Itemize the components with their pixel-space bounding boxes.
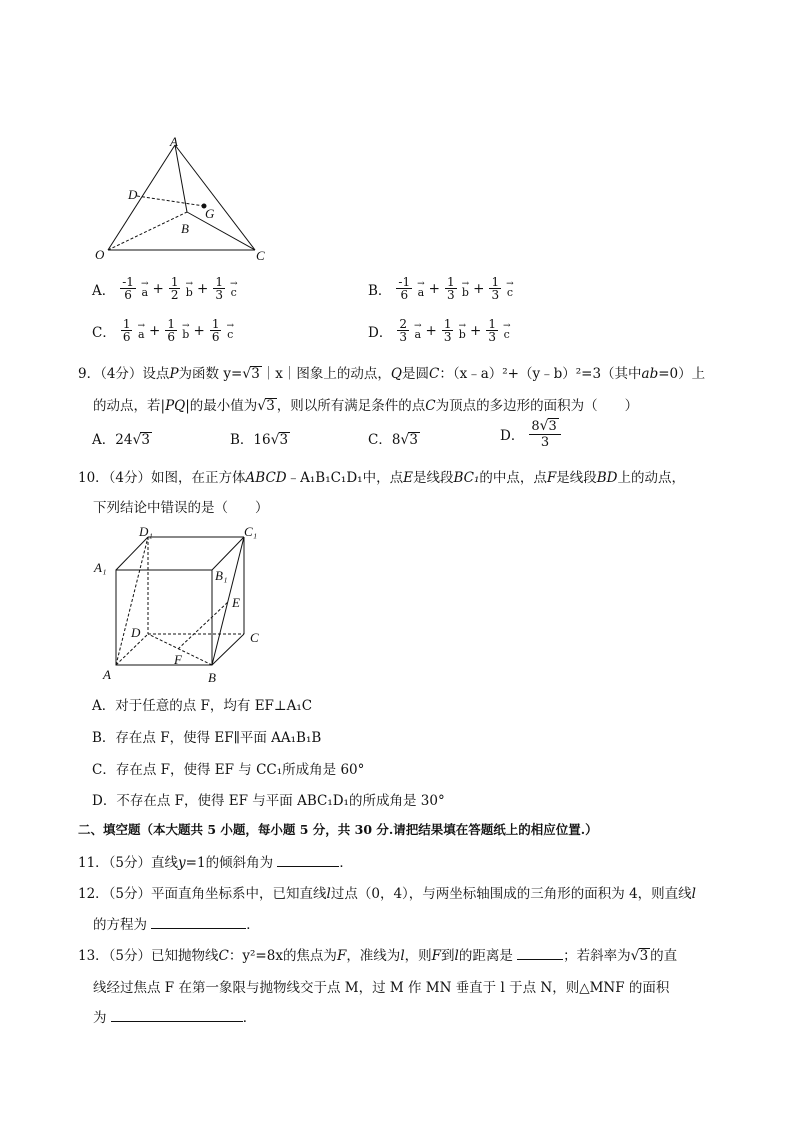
- label-C: C: [256, 248, 265, 263]
- cube-label-C: C: [250, 630, 259, 645]
- label-G: G: [205, 206, 215, 221]
- q13-line1: 13．（5分）已知抛物线C：y²=8x的焦点为F，准线为l，则F到l的距离是 ；若斜率为√3 的直: [78, 948, 678, 964]
- q10-choice-a[interactable]: A．对于任意的点 F，均有 EF⊥A₁C: [92, 698, 313, 714]
- cube-label-C1: C₁: [244, 524, 258, 539]
- q8-choice-d[interactable]: D． $\frac{2}{3}$ → a + $\frac{1}{3}$ → b + $\frac{1}{3}$ → c: [368, 317, 511, 344]
- cube-label-B: B: [208, 670, 216, 685]
- cube-label-D: D: [131, 625, 141, 640]
- cube-figure: [90, 522, 280, 692]
- q10-choice-c[interactable]: C．存在点 F，使得 EF 与 CC₁所成角是 60°: [92, 762, 365, 778]
- cube-label-E: E: [232, 595, 240, 610]
- q9-choice-c[interactable]: C．8√3: [368, 432, 418, 448]
- section-2-heading: 二、填空题（本大题共 5 小题，每小题 5 分，共 30 分.请把结果填在答题纸上的相应位置.）: [78, 822, 598, 837]
- q10-choice-b[interactable]: B．存在点 F，使得 EF∥平面 AA₁B₁B: [92, 730, 322, 746]
- label-A: A: [170, 134, 178, 149]
- q10-stem-line2: 下列结论中错误的是（ ）: [93, 500, 269, 516]
- q11-answer-blank[interactable]: [277, 866, 339, 867]
- q13-answer-blank-2[interactable]: [111, 1021, 243, 1022]
- label-D: D: [128, 187, 138, 202]
- q12-line2: 的方程为 ．: [93, 917, 260, 933]
- q9-stem-line2: 的动点，若|PQ|的最小值为√3 ，则以所有满足条件的点C为顶点的多边形的面积为（ ）: [93, 398, 639, 414]
- q12-answer-blank[interactable]: [151, 928, 246, 929]
- q9-choice-b[interactable]: B．16√3: [230, 432, 289, 448]
- q10-stem-line1: 10．（4分）如图，在正方体ABCD﹣A₁B₁C₁D₁中，点E是线段BC₁的中点，点F是线段BD上的动点，: [78, 470, 685, 486]
- q8-choice-b[interactable]: B． $\frac{-1}{6}$ → a + $\frac{1}{3}$ → b + $\frac{1}{3}$ → c: [368, 275, 514, 302]
- label-O: O: [95, 247, 105, 262]
- q9-choice-d[interactable]: D． $\frac{8√3}{3}$: [500, 418, 562, 450]
- cube-label-D1: D₁: [139, 524, 153, 539]
- q8-choice-a[interactable]: A． $\frac{-1}{6}$ → a + $\frac{1}{2}$ → b + $\frac{1}{3}$ → c: [92, 275, 238, 302]
- q10-choice-d[interactable]: D．不存在点 F，使得 EF 与平面 ABC₁D₁的所成角是 30°: [92, 793, 445, 809]
- q11: 11．（5分）直线y=1的倾斜角为 ．: [78, 855, 353, 871]
- cube-label-B1: B₁: [215, 568, 228, 583]
- cube-label-F: F: [174, 652, 182, 667]
- q13-line2: 线经过焦点 F 在第一象限与抛物线交于点 M，过 M 作 MN 垂直于 l 于点 N，则△MNF 的面积: [93, 980, 670, 996]
- q13-answer-blank-1[interactable]: [517, 959, 563, 960]
- q8-choice-c[interactable]: C． $\frac{1}{6}$ → a + $\frac{1}{6}$ → b + $\frac{1}{6}$ → c: [92, 317, 235, 344]
- q13-line3: 为 ．: [93, 1010, 257, 1026]
- tetrahedron-figure: [90, 132, 280, 267]
- q9-choice-a[interactable]: A．24√3: [92, 432, 150, 448]
- label-B: B: [181, 221, 189, 236]
- cube-label-A: A: [103, 667, 111, 682]
- q9-stem-line1: 9．（4分）设点P为函数 y=√3 ｜x｜图象上的动点，Q是圆C：（x﹣a）²+（y﹣b）²=3（其中ab=0）上: [78, 366, 706, 382]
- cube-label-A1: A₁: [94, 560, 107, 575]
- q12-line1: 12．（5分）平面直角坐标系中，已知直线l过点（0，4），与两坐标轴围成的三角形的面积为 4，则直线l: [78, 886, 696, 902]
